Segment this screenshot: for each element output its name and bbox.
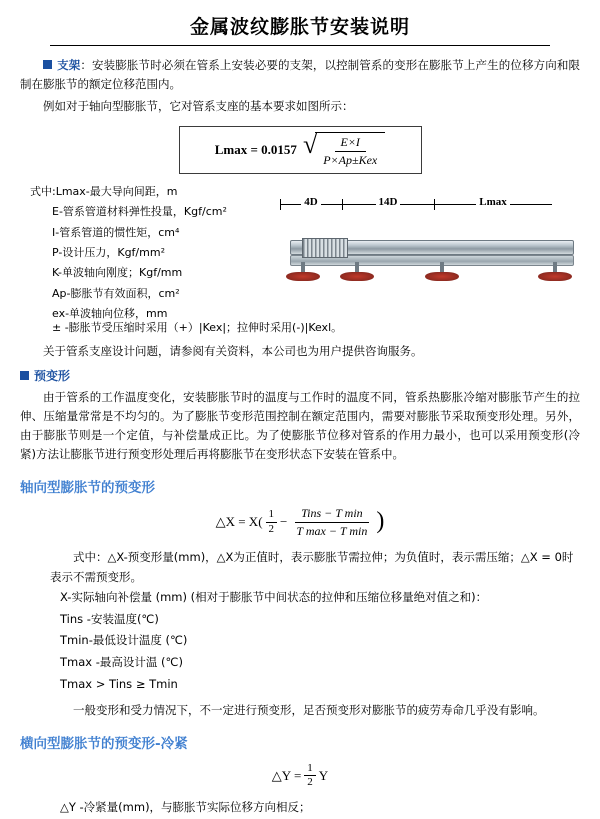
- pipe-support: [286, 262, 320, 284]
- axial-note-text: 一般变形和受力情况下，不一定进行预变形，足否预变形对膨胀节的疲劳寿命几乎没有影响。: [73, 702, 545, 717]
- legend-item: K-单波轴向刚度；Kgf/mm: [52, 266, 183, 280]
- dimension-label: Lmax: [434, 196, 552, 212]
- formula-delta-x-lhs: △X = X(: [215, 514, 263, 529]
- lateral-where-text: △Y -冷紧量(mm)，与膨胀节实际位移方向相反；: [60, 800, 311, 815]
- legend-item: ex-单波轴向位移，mm: [52, 306, 168, 320]
- legend-item: I-管系管道的惯性矩，cm⁴: [52, 225, 180, 239]
- pipe-support: [340, 262, 374, 284]
- axial-where-text: 式中：△X-预变形量(mm)，△X为正值时，表示膨胀节需拉伸；为负值时，表示需压缩；△X = 0时表示不需预变形。: [50, 549, 574, 584]
- formula-lmax-lhs: Lmax = 0.0157: [214, 141, 297, 157]
- support-layout-diagram: [280, 182, 580, 288]
- formula-temp-denominator: T max − T min: [296, 523, 368, 538]
- axial-term-item: Tmin-最低设计温度 (℃): [60, 633, 188, 648]
- formula-half-numerator: 1: [266, 508, 278, 522]
- title-divider: [50, 45, 550, 46]
- section-heading-support: 支架: [57, 58, 81, 72]
- legend-and-diagram: [20, 182, 580, 324]
- blue-square-icon: [43, 60, 52, 69]
- formula-half-denominator: 2: [268, 522, 275, 535]
- formula-delta-y: [20, 762, 580, 789]
- subsection-lateral-title: 横向型膨胀节的预变形-冷紧: [20, 736, 188, 753]
- legend-sign-note: [20, 318, 580, 338]
- sqrt-icon: √: [302, 129, 318, 159]
- legend-item: ± -膨胀节受压缩时采用（+）|Kex|；拉伸时采用(-)|Kexl。: [52, 321, 343, 335]
- formula-lmax-sqrt: [302, 129, 385, 168]
- legend-item: Ap-膨胀节有效面积，cm²: [52, 286, 180, 300]
- pipe-support: [425, 262, 459, 284]
- legend-item: E-管系管道材料弹性投量，Kgf/cm²: [52, 205, 227, 219]
- subsection-axial-title: 轴向型膨胀节的预变形: [20, 479, 155, 496]
- formula-close-paren: ): [376, 508, 385, 535]
- axial-term-item: X-实际轴向补偿量 (mm) (相对于膨胀节中间状态的拉伸和压缩位移量绝对值之和)：: [60, 589, 488, 604]
- formula-temp-numerator: Tins − T min: [295, 506, 369, 523]
- section-heading-predeform: [20, 367, 580, 384]
- formula-lmax-denominator: P×Ap±Kex: [323, 152, 378, 167]
- legend-item: 式中:Lmax-最大导向间距，m: [30, 184, 178, 198]
- legend-item: P-设计压力，Kgf/mm²: [52, 245, 165, 259]
- formula-delta-y-rhs: Y: [318, 767, 329, 783]
- formula-minus-sign: −: [280, 514, 288, 529]
- dimension-label: 4D: [280, 196, 342, 212]
- blue-square-icon: [20, 371, 29, 380]
- formula-lmax-numerator: E×I: [335, 135, 366, 152]
- symbol-legend: [20, 182, 280, 324]
- formula-half-denominator: 2: [307, 776, 313, 789]
- bellows-expansion-joint: [302, 238, 348, 258]
- formula-delta-x: [20, 506, 580, 539]
- pipe-support: [538, 262, 572, 284]
- support-intro-paragraph: 支架：安装膨胀节时必须在管系上安装必要的支架，以控制管系的变形在膨胀节上产生的位移方向和限制在膨胀节的额定位移范围内。: [20, 58, 581, 91]
- formula-lmax: [179, 126, 422, 174]
- support-paragraph-1: 安装膨胀节时必须在管系上安装必要的支架，以控制管系的变形在膨胀节上产生的位移方向和限制在膨胀节的额定位移范围内。: [20, 58, 581, 91]
- formula-delta-y-lhs: △Y =: [271, 767, 302, 783]
- diagram-pipe-assembly: [280, 214, 580, 288]
- predeform-paragraph-1: 由于管系的工作温度变化，安装膨胀节时的温度与工作时的温度不同，管系热膨胀冷缩对膨胀节产生的拉伸、压缩量常常是不均匀的。为了膨胀节变形范围控制在额定范围内，需要对膨胀节采取预变形处理。另外，由于膨胀节则是一个定值，与补偿量成正比。为了使膨胀节位移对管系的作用力最小，也可以采用预变形(冷紧)方法让膨胀节进行预变形处理后再将膨胀节在变形状态下安装在管系中。: [20, 389, 580, 461]
- axial-term-item: Tmax > Tins ≥ Tmin: [60, 677, 178, 692]
- section-heading-predeform-label: 预变形: [34, 368, 71, 383]
- dimension-label: 14D: [342, 196, 434, 212]
- support-design-note: 关于管系支座设计问题，请参阅有关资料，本公司也为用户提供咨询服务。: [43, 343, 423, 358]
- axial-term-item: Tmax -最高设计温 (℃): [60, 655, 183, 670]
- support-paragraph-2: 例如对于轴向型膨胀节，它对管系支座的基本要求如图所示：: [43, 98, 354, 113]
- formula-half-numerator: 1: [304, 762, 316, 776]
- diagram-dimension-row: [280, 196, 580, 212]
- page-title: 金属波纹膨胀节安装说明: [189, 16, 410, 38]
- axial-term-item: Tins -安装温度(℃): [60, 611, 159, 626]
- document-page: [0, 12, 600, 815]
